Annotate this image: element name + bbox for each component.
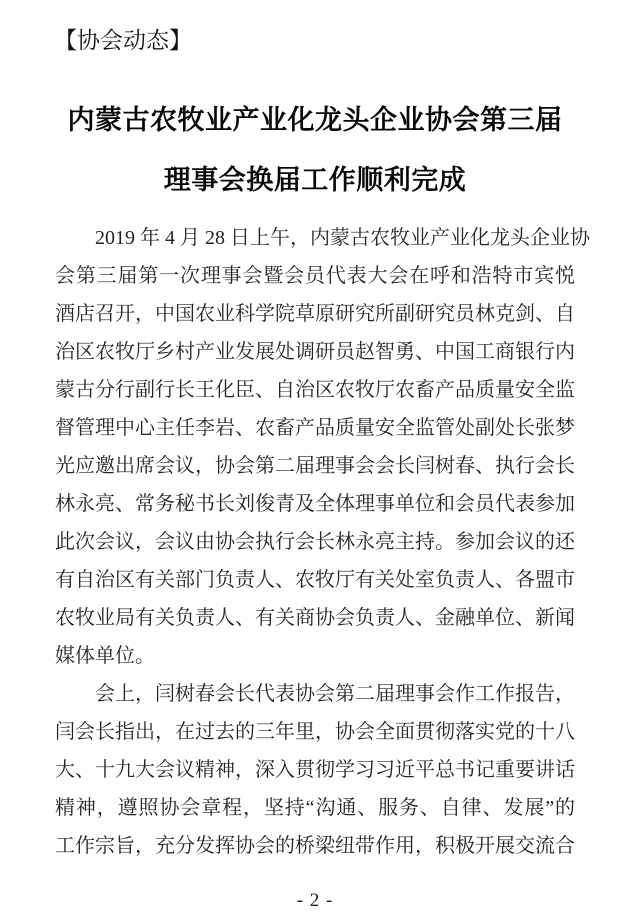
body-line: 光应邀出席会议，协会第二届理事会会长闫树春、执行会长	[55, 455, 575, 477]
body-line: 酒店召开，中国农业科学院草原研究所副研究员林克剑、自	[55, 303, 575, 325]
body-line: 2019 年 4 月 28 日上午，内蒙古农牧业产业化龙头企业协	[95, 227, 590, 249]
document-body	[55, 219, 590, 865]
body-line: 精神，遵照协会章程，坚持“沟通、服务、自律、发展”的	[55, 797, 575, 819]
body-line: 治区农牧厅乡村产业发展处调研员赵智勇、中国工商银行内	[55, 341, 575, 363]
body-line: 蒙古分行副行长王化臣、自治区农牧厅农畜产品质量安全监	[55, 379, 575, 401]
body-line: 农牧业局有关负责人、有关商协会负责人、金融单位、新闻	[55, 607, 575, 629]
body-line: 大、十九大会议精神，深入贯彻学习习近平总书记重要讲话	[55, 759, 575, 781]
body-line: 此次会议，会议由协会执行会长林永亮主持。参加会议的还	[55, 531, 575, 553]
body-line: 媒体单位。	[55, 645, 155, 667]
document-title-line2: 理事会换届工作顺利完成	[163, 165, 467, 195]
section-tag: 【协会动态】	[54, 27, 192, 53]
body-line: 有自治区有关部门负责人、农牧厅有关处室负责人、各盟市	[55, 569, 575, 591]
body-line: 督管理中心主任李岩、农畜产品质量安全监管处副处长张梦	[55, 417, 575, 439]
body-line: 会上，闫树春会长代表协会第二届理事会作工作报告，	[95, 683, 575, 705]
body-line: 会第三届第一次理事会暨会员代表大会在呼和浩特市宾悦	[55, 265, 575, 287]
document-title-line1: 内蒙古农牧业产业化龙头企业协会第三届	[67, 105, 563, 135]
document-title	[0, 90, 630, 210]
body-line: 闫会长指出，在过去的三年里，协会全面贯彻落实党的十八	[55, 721, 575, 743]
body-line: 林永亮、常务秘书长刘俊青及全体理事单位和会员代表参加	[55, 493, 575, 515]
body-line: 工作宗旨，充分发挥协会的桥梁纽带作用，积极开展交流合	[55, 835, 575, 857]
page-number: - 2 -	[296, 890, 334, 911]
